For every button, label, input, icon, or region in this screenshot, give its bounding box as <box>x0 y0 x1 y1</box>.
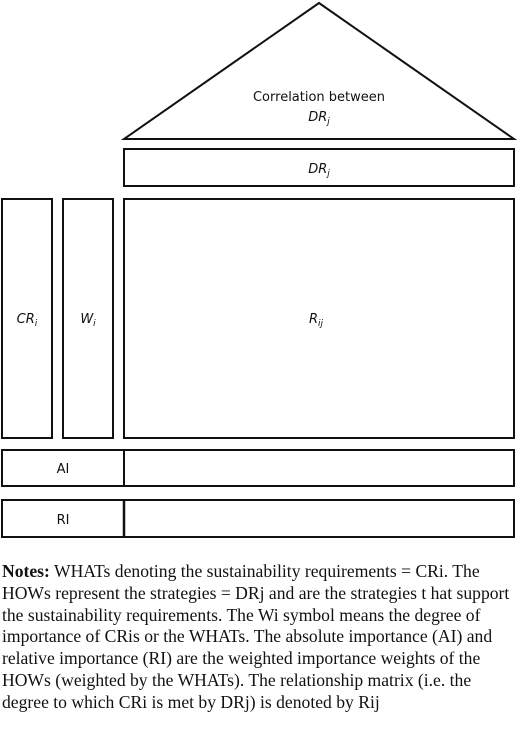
ai-row <box>2 450 514 486</box>
notes-paragraph <box>2 561 516 714</box>
relationship-matrix <box>124 199 514 438</box>
roof-label: Correlation between <box>252 90 386 105</box>
ri-row-box <box>2 500 514 537</box>
notes-text: WHATs denoting the sustainability requirements = CRi. The HOWs represent the strategies = DRj and are the strategies t hat support the sustainability requirements. The Wi symbol means the degree of importance of CRis or the WHATs. The absolute importance (AI) and relative importance (RI) are the weighted importance weights of the HOWs (weighted by the WHATs). The relationship matrix (i.e. the degree to which CRi is met by DRj) is denoted by Rij <box>2 561 510 712</box>
drj-var-sub: j <box>327 169 330 179</box>
ai-row-box <box>2 450 514 486</box>
wi-var-sub: i <box>93 319 96 329</box>
wi-var-main: W <box>80 312 94 327</box>
drj-var-main: DR <box>308 162 328 177</box>
roof-variable <box>308 110 330 127</box>
ri-row <box>2 500 514 537</box>
ri-label: RI <box>56 513 70 528</box>
matrix-var-main: R <box>308 312 319 327</box>
wi-column <box>63 199 113 438</box>
cri-column <box>2 199 52 438</box>
cri-label <box>17 312 38 329</box>
notes-heading: Notes: <box>2 561 50 581</box>
roof-var-sub: j <box>327 117 330 127</box>
drj-label <box>308 162 330 179</box>
cri-var-sub: i <box>34 319 38 329</box>
correlation-roof <box>124 3 514 139</box>
ai-label: AI <box>56 462 70 477</box>
roof-var-main: DR <box>308 110 328 125</box>
cri-var-main: CR <box>16 312 35 327</box>
matrix-var-sub: ij <box>318 319 324 329</box>
drj-bar <box>124 149 514 186</box>
